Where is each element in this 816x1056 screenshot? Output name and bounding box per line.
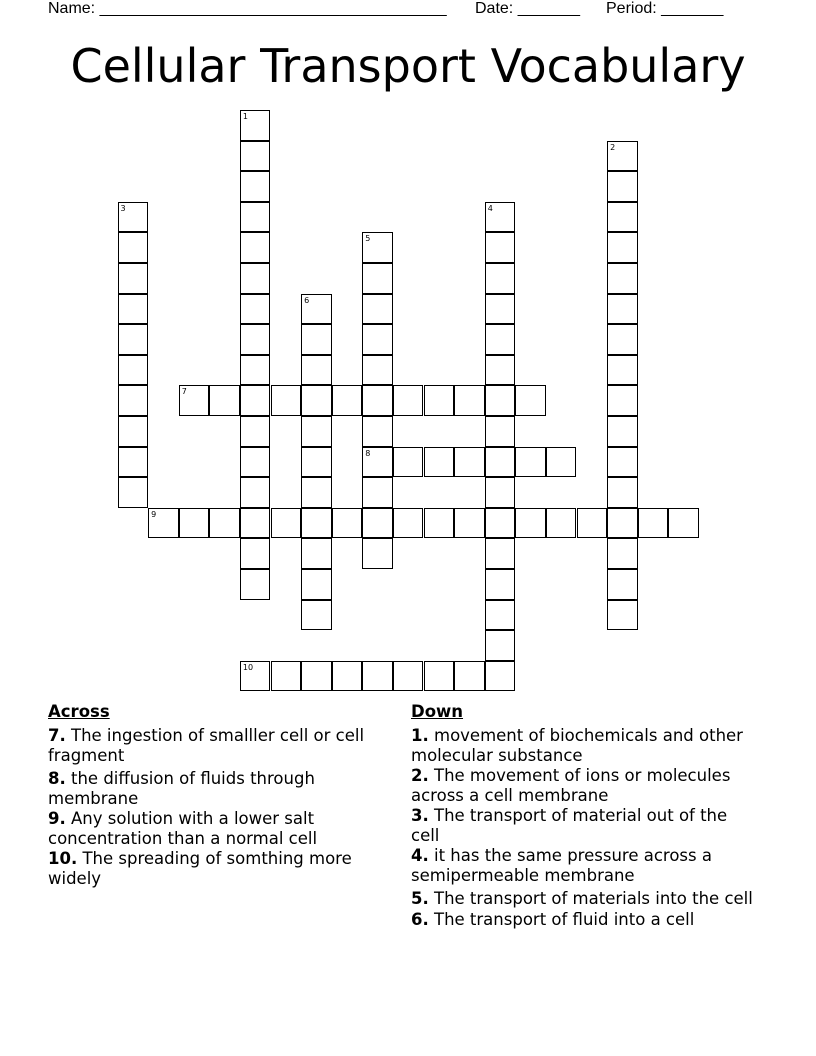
crossword-cell[interactable] [271, 661, 302, 692]
crossword-cell[interactable] [240, 477, 271, 508]
crossword-cell[interactable] [301, 294, 332, 325]
crossword-cell[interactable] [240, 661, 271, 692]
clue-down-6: 6. The transport of fluid into a cell [411, 909, 695, 929]
crossword-cell[interactable] [118, 477, 149, 508]
crossword-cell[interactable] [118, 416, 149, 447]
across-heading: Across [48, 702, 110, 721]
crossword-cell[interactable] [485, 324, 516, 355]
across-clues [48, 702, 388, 889]
clue-number: 7 [181, 387, 187, 397]
crossword-cell[interactable] [118, 202, 149, 233]
crossword-cell[interactable] [118, 447, 149, 478]
crossword-cell[interactable] [118, 324, 149, 355]
clue-number: 9 [151, 509, 157, 519]
crossword-cell[interactable] [485, 661, 516, 692]
crossword-cell[interactable] [485, 263, 516, 294]
crossword-cell[interactable] [485, 630, 516, 661]
crossword-cell[interactable] [607, 294, 638, 325]
clue-number: 2 [610, 142, 616, 152]
crossword-cell[interactable] [362, 324, 393, 355]
crossword-cell[interactable] [301, 324, 332, 355]
crossword-cell[interactable] [485, 569, 516, 600]
crossword-cell[interactable] [607, 355, 638, 386]
crossword-cell[interactable] [240, 569, 271, 600]
crossword-cell[interactable] [240, 263, 271, 294]
crossword-cell[interactable] [362, 447, 393, 478]
crossword-cell[interactable] [301, 416, 332, 447]
header-name-field: Name: _______________________________________ [48, 0, 447, 17]
crossword-cell[interactable] [240, 141, 271, 172]
crossword-cell[interactable] [240, 294, 271, 325]
crossword-cell[interactable] [577, 508, 608, 539]
crossword-cell[interactable] [362, 355, 393, 386]
crossword-cell[interactable] [607, 141, 638, 172]
crossword-cell[interactable] [301, 661, 332, 692]
clue-number: 6 [304, 295, 310, 305]
crossword-cell[interactable] [668, 508, 699, 539]
crossword-cell[interactable] [148, 508, 179, 539]
crossword-cell[interactable] [393, 447, 424, 478]
clue-number: 8 [365, 448, 371, 458]
crossword-cell[interactable] [454, 385, 485, 416]
header-period-field: Period: _______ [606, 0, 724, 17]
crossword-cell[interactable] [240, 385, 271, 416]
crossword-cell[interactable] [515, 447, 546, 478]
crossword-cell[interactable] [240, 202, 271, 233]
crossword-cell[interactable] [485, 202, 516, 233]
crossword-cell[interactable] [393, 508, 424, 539]
crossword-cell[interactable] [607, 416, 638, 447]
crossword-cell[interactable] [118, 355, 149, 386]
crossword-cell[interactable] [607, 385, 638, 416]
crossword-cell[interactable] [454, 447, 485, 478]
crossword-cell[interactable] [332, 385, 363, 416]
crossword-cell[interactable] [485, 385, 516, 416]
crossword-cell[interactable] [240, 324, 271, 355]
crossword-cell[interactable] [607, 600, 638, 631]
crossword-cell[interactable] [240, 232, 271, 263]
crossword-cell[interactable] [362, 294, 393, 325]
crossword-cell[interactable] [362, 508, 393, 539]
crossword-cell[interactable] [118, 385, 149, 416]
clue-number: 4 [487, 203, 493, 213]
crossword-cell[interactable] [332, 508, 363, 539]
crossword-cell[interactable] [362, 385, 393, 416]
clue-number: 5 [365, 234, 371, 244]
crossword-cell[interactable] [362, 232, 393, 263]
crossword-cell[interactable] [393, 385, 424, 416]
crossword-cell[interactable] [240, 110, 271, 141]
crossword-cell[interactable] [454, 508, 485, 539]
crossword-cell[interactable] [424, 508, 455, 539]
clue-across-8: 8. the diffusion of fluids through membrane [48, 769, 315, 808]
crossword-cell[interactable] [485, 538, 516, 569]
crossword-cell[interactable] [607, 477, 638, 508]
crossword-cell[interactable] [607, 447, 638, 478]
clue-across-10: 10. The spreading of somthing more widely [48, 849, 352, 888]
crossword-cell[interactable] [301, 355, 332, 386]
clue-across-7: 7. The ingestion of smalller cell or cell fragment [48, 726, 365, 765]
crossword-cell[interactable] [240, 355, 271, 386]
down-heading: Down [411, 702, 464, 721]
crossword-cell[interactable] [179, 385, 210, 416]
crossword-cell[interactable] [209, 508, 240, 539]
crossword-cell[interactable] [485, 232, 516, 263]
crossword-cell[interactable] [393, 661, 424, 692]
clue-across-9: 9. Any solution with a lower salt concentration than a normal cell [48, 809, 318, 848]
crossword-cell[interactable] [515, 385, 546, 416]
crossword-cell[interactable] [424, 385, 455, 416]
crossword-cell[interactable] [118, 232, 149, 263]
crossword-cell[interactable] [240, 508, 271, 539]
page-title: Cellular Transport Vocabulary [70, 39, 746, 93]
crossword-cell[interactable] [362, 477, 393, 508]
crossword-cell[interactable] [638, 508, 669, 539]
crossword-cell[interactable] [240, 538, 271, 569]
crossword-cell[interactable] [485, 600, 516, 631]
crossword-cell[interactable] [332, 661, 363, 692]
crossword-cell[interactable] [546, 447, 577, 478]
crossword-cell[interactable] [362, 263, 393, 294]
crossword-cell[interactable] [485, 294, 516, 325]
crossword-cell[interactable] [485, 508, 516, 539]
crossword-cell[interactable] [424, 661, 455, 692]
crossword-cell[interactable] [301, 447, 332, 478]
crossword-cell[interactable] [240, 171, 271, 202]
header-date-field: Date: _______ [475, 0, 580, 17]
crossword-cell[interactable] [209, 385, 240, 416]
crossword-cell[interactable] [301, 600, 332, 631]
crossword-cell[interactable] [485, 355, 516, 386]
crossword-cell[interactable] [546, 508, 577, 539]
crossword-cell[interactable] [454, 661, 485, 692]
crossword-cell[interactable] [301, 569, 332, 600]
crossword-cell[interactable] [271, 508, 302, 539]
crossword-cell[interactable] [301, 508, 332, 539]
crossword-cell[interactable] [607, 232, 638, 263]
crossword-cell[interactable] [301, 477, 332, 508]
crossword-cell[interactable] [362, 416, 393, 447]
crossword-cell[interactable] [424, 447, 455, 478]
crossword-cell[interactable] [607, 538, 638, 569]
crossword-cell[interactable] [118, 263, 149, 294]
crossword-cell[interactable] [301, 538, 332, 569]
clue-down-2: 2. The movement of ions or molecules across a cell membrane [411, 766, 731, 805]
crossword-cell[interactable] [485, 416, 516, 447]
clue-number: 1 [242, 112, 248, 121]
crossword-cell[interactable] [485, 447, 516, 478]
crossword-cell[interactable] [607, 324, 638, 355]
crossword-cell[interactable] [607, 569, 638, 600]
crossword-cell[interactable] [607, 171, 638, 202]
crossword-cell[interactable] [607, 263, 638, 294]
crossword-cell[interactable] [240, 416, 271, 447]
crossword-cell[interactable] [515, 508, 546, 539]
crossword-cell[interactable] [240, 447, 271, 478]
crossword-cell[interactable] [179, 508, 210, 539]
clue-number: 3 [120, 203, 126, 213]
crossword-cell[interactable] [118, 294, 149, 325]
crossword-cell[interactable] [362, 661, 393, 692]
crossword-cell[interactable] [485, 477, 516, 508]
crossword-cell[interactable] [607, 202, 638, 233]
down-clues [411, 702, 756, 930]
clue-number: 10 [242, 662, 254, 672]
clue-down-1: 1. movement of biochemicals and other molecular substance [411, 726, 743, 765]
clue-down-4: 4. it has the same pressure across a semipermeable membrane [411, 846, 712, 885]
crossword-cell[interactable] [271, 385, 302, 416]
crossword-cell[interactable] [301, 385, 332, 416]
clue-down-5: 5. The transport of materials into the cell [411, 889, 753, 908]
crossword-cell[interactable] [607, 508, 638, 539]
clue-down-3: 3. The transport of material out of the cell [411, 806, 728, 845]
crossword-cell[interactable] [362, 538, 393, 569]
